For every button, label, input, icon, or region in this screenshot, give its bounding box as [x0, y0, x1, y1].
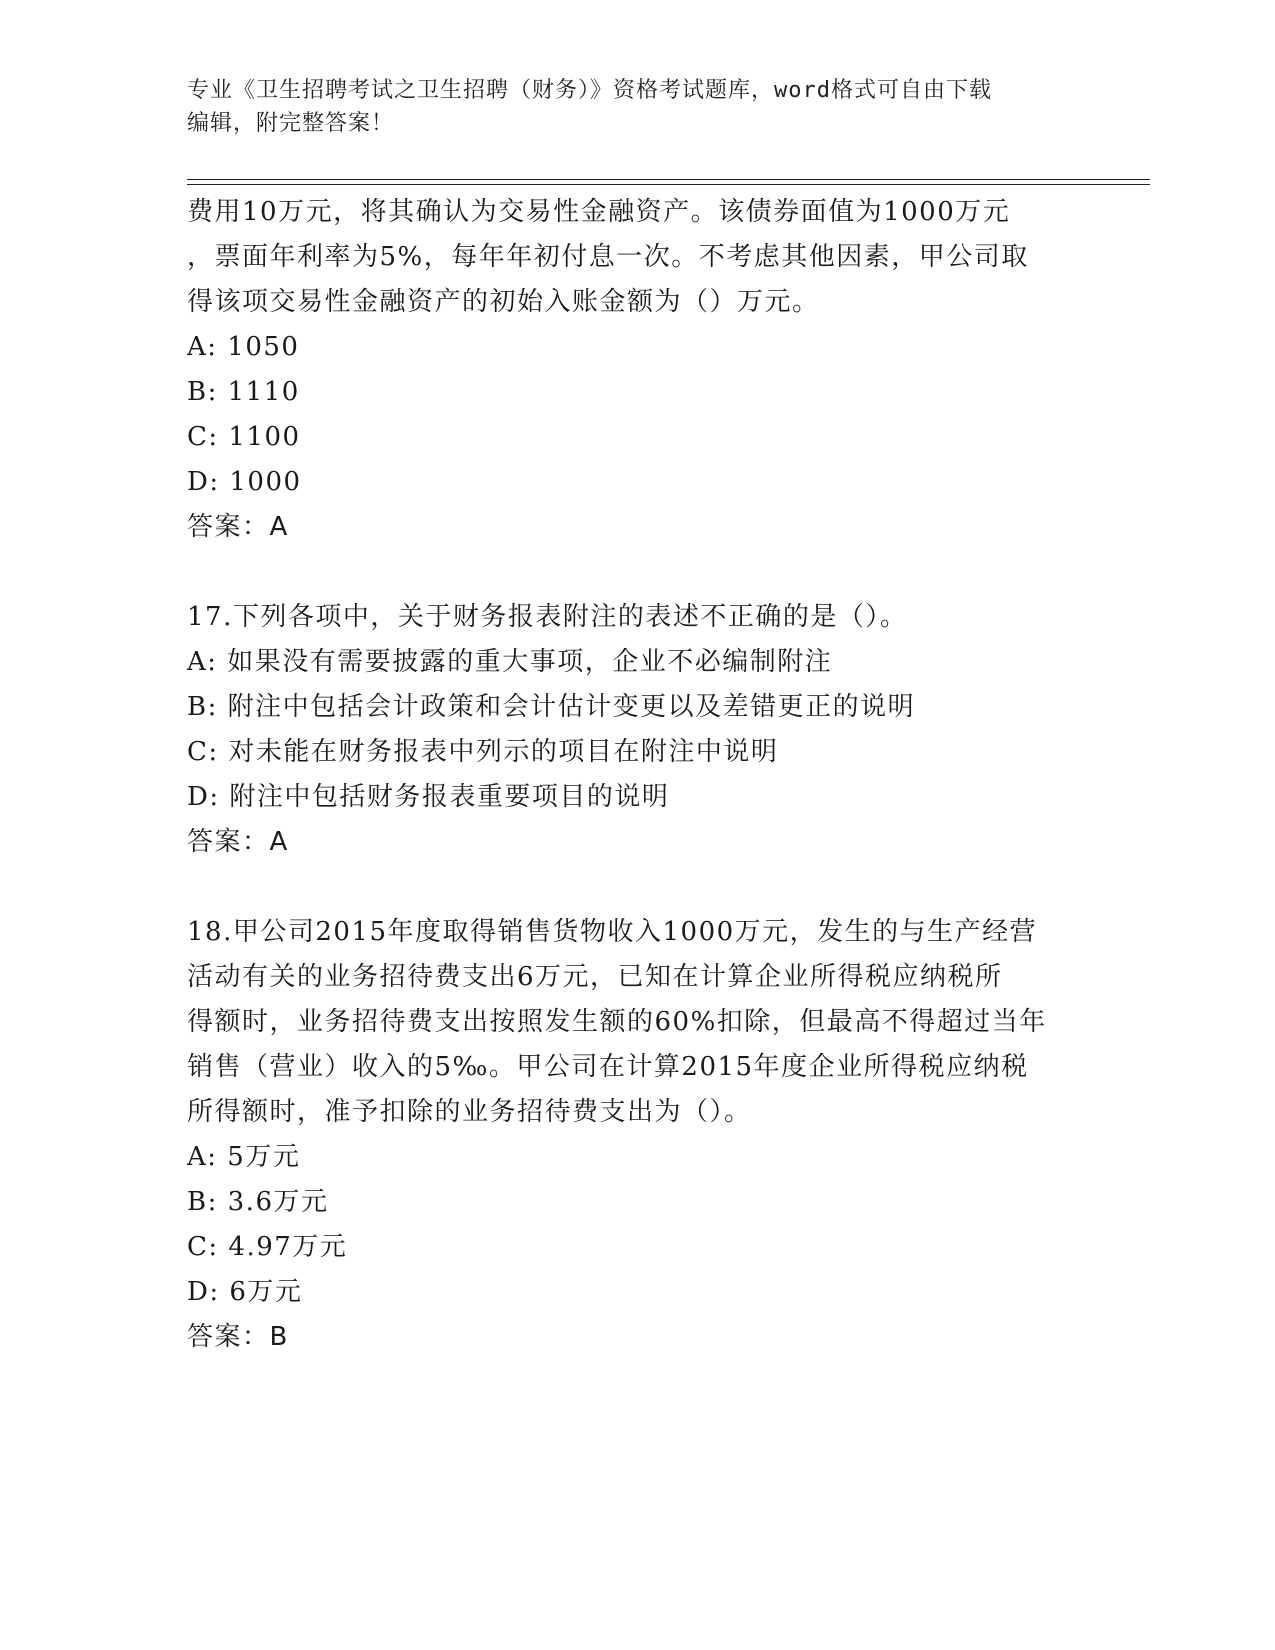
header-line-2: 编辑，附完整答案！: [187, 111, 395, 136]
option-d: D: 附注中包括财务报表重要项目的说明: [187, 782, 670, 812]
option-a: A: 1050: [187, 332, 300, 362]
option-a: A: 如果没有需要披露的重大事项，企业不必编制附注: [187, 647, 833, 677]
question-text-line: 17.下列各项中，关于财务报表附注的表述不正确的是（）。: [187, 602, 908, 632]
option-c: C: 1100: [187, 422, 301, 452]
option-b: B: 3.6万元: [187, 1187, 329, 1217]
question-18: [187, 910, 1087, 1360]
header-divider-bottom: [187, 184, 1150, 185]
question-text-line: 所得额时，准予扣除的业务招待费支出为（）。: [187, 1097, 752, 1127]
question-text-line: 费用10万元，将其确认为交易性金融资产。该债券面值为1000万元: [187, 197, 1011, 227]
option-a: A: 5万元: [187, 1142, 301, 1172]
option-b: B: 附注中包括会计政策和会计估计变更以及差错更正的说明: [187, 692, 916, 722]
question-text-line: ，票面年利率为5%，每年年初付息一次。不考虑其他因素，甲公司取: [187, 242, 1029, 272]
spacer: [187, 865, 1087, 910]
header-divider-top: [187, 179, 1150, 180]
question-17: [187, 595, 1087, 865]
option-c: C: 4.97万元: [187, 1232, 348, 1262]
question-list: [187, 190, 1087, 1360]
answer-label: 答案：A: [187, 512, 289, 542]
question-16: [187, 190, 1087, 550]
option-b: B: 1110: [187, 377, 300, 407]
question-text-line: 销售（营业）收入的5‰。甲公司在计算2015年度企业所得税应纳税: [187, 1052, 1029, 1082]
option-d: D: 6万元: [187, 1277, 303, 1307]
document-header: [187, 74, 1067, 140]
header-line-1: 专业《卫生招聘考试之卫生招聘（财务）》资格考试题库，word格式可自由下载: [187, 78, 992, 103]
option-d: D: 1000: [187, 467, 302, 497]
answer-label: 答案：A: [187, 827, 289, 857]
option-c: C: 对未能在财务报表中列示的项目在附注中说明: [187, 737, 779, 767]
question-text-line: 18.甲公司2015年度取得销售货物收入1000万元，发生的与生产经营: [187, 917, 1038, 947]
question-text-line: 得该项交易性金融资产的初始入账金额为（）万元。: [187, 287, 820, 317]
answer-label: 答案：B: [187, 1322, 289, 1352]
spacer: [187, 550, 1087, 595]
question-text-line: 活动有关的业务招待费支出6万元，已知在计算企业所得税应纳税所: [187, 962, 1003, 992]
question-text-line: 得额时，业务招待费支出按照发生额的60%扣除，但最高不得超过当年: [187, 1007, 1047, 1037]
